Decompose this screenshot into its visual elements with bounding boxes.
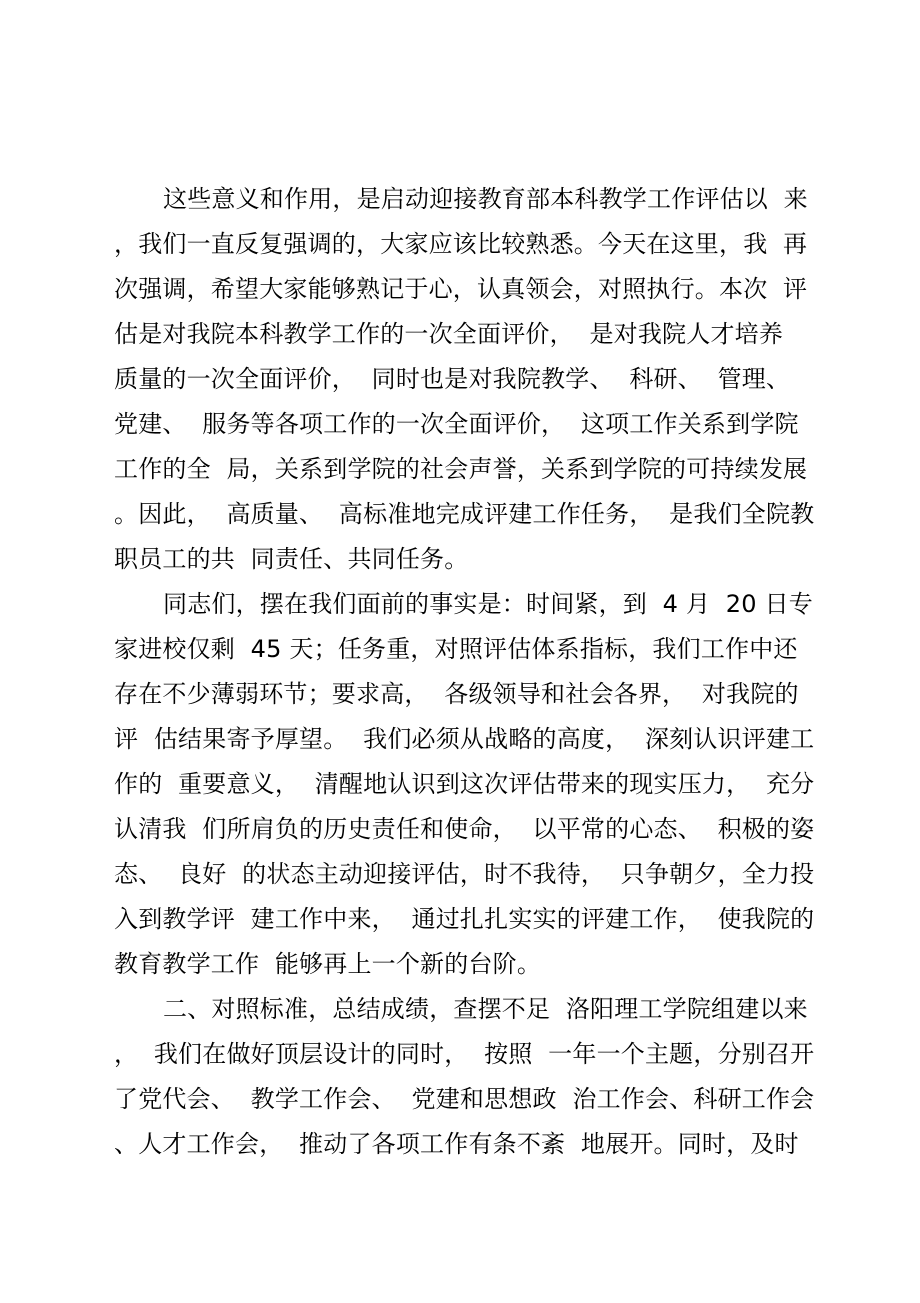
text-line: ， 我们在做好顶层设计的同时， 按照 一年一个主题，分别召开 [114,1040,815,1068]
text-line: 认清我 们所肩负的历史责任和使命， 以平常的心态、 积极的姿 [114,815,815,843]
text-line: 教育教学工作 能够再上一个新的台阶。 [114,950,542,978]
text-line: 了党代会、 教学工作会、 党建和思想政 治工作会、科研工作会 [114,1085,815,1113]
text-line: 。因此， 高质量、 高标准地完成评建工作任务， 是我们全院教 [114,500,815,528]
text-line: 这些意义和作用，是启动迎接教育部本科教学工作评估以 来 [163,185,808,213]
text-line: 二、对照标准，总结成绩，查摆不足 洛阳理工学院组建以来 [163,995,808,1023]
text-line: 、人才工作会， 推动了各项工作有条不紊 地展开。同时，及时 [114,1130,799,1158]
text-line: 存在不少薄弱环节；要求高， 各级领导和社会各界， 对我院的 [114,680,799,708]
text-line: 质量的一次全面评价， 同时也是对我院教学、 科研、 管理、 [114,365,791,393]
text-line: 估是对我院本科教学工作的一次全面评价， 是对我院人才培养 [114,320,784,348]
text-line: 家进校仅剩 45 天；任务重，对照评估体系指标，我们工作中还 [114,635,798,663]
text-line: 评 估结果寄予厚望。 我们必须从战略的高度， 深刻认识评建工 [114,725,815,753]
text-line: 工作的全 局，关系到学院的社会声誉，关系到学院的可持续发展 [114,455,808,483]
text-line: 态、 良好 的状态主动迎接评估，时不我待， 只争朝夕，全力投 [114,860,815,888]
text-line: ，我们一直反复强调的，大家应该比较熟悉。今天在这里，我 再 [114,230,808,258]
text-line: 职员工的共 同责任、共同任务。 [114,545,469,573]
text-line: 同志们，摆在我们面前的事实是：时间紧，到 4 月 20 日专 [163,590,813,618]
text-line: 入到教学评 建工作中来， 通过扎扎实实的评建工作， 使我院的 [114,905,815,933]
text-line: 党建、 服务等各项工作的一次全面评价， 这项工作关系到学院 [114,410,799,438]
text-line: 作的 重要意义， 清醒地认识到这次评估带来的现实压力， 充分 [114,770,815,798]
text-line: 次强调，希望大家能够熟记于心，认真领会，对照执行。本次 评 [114,275,808,303]
